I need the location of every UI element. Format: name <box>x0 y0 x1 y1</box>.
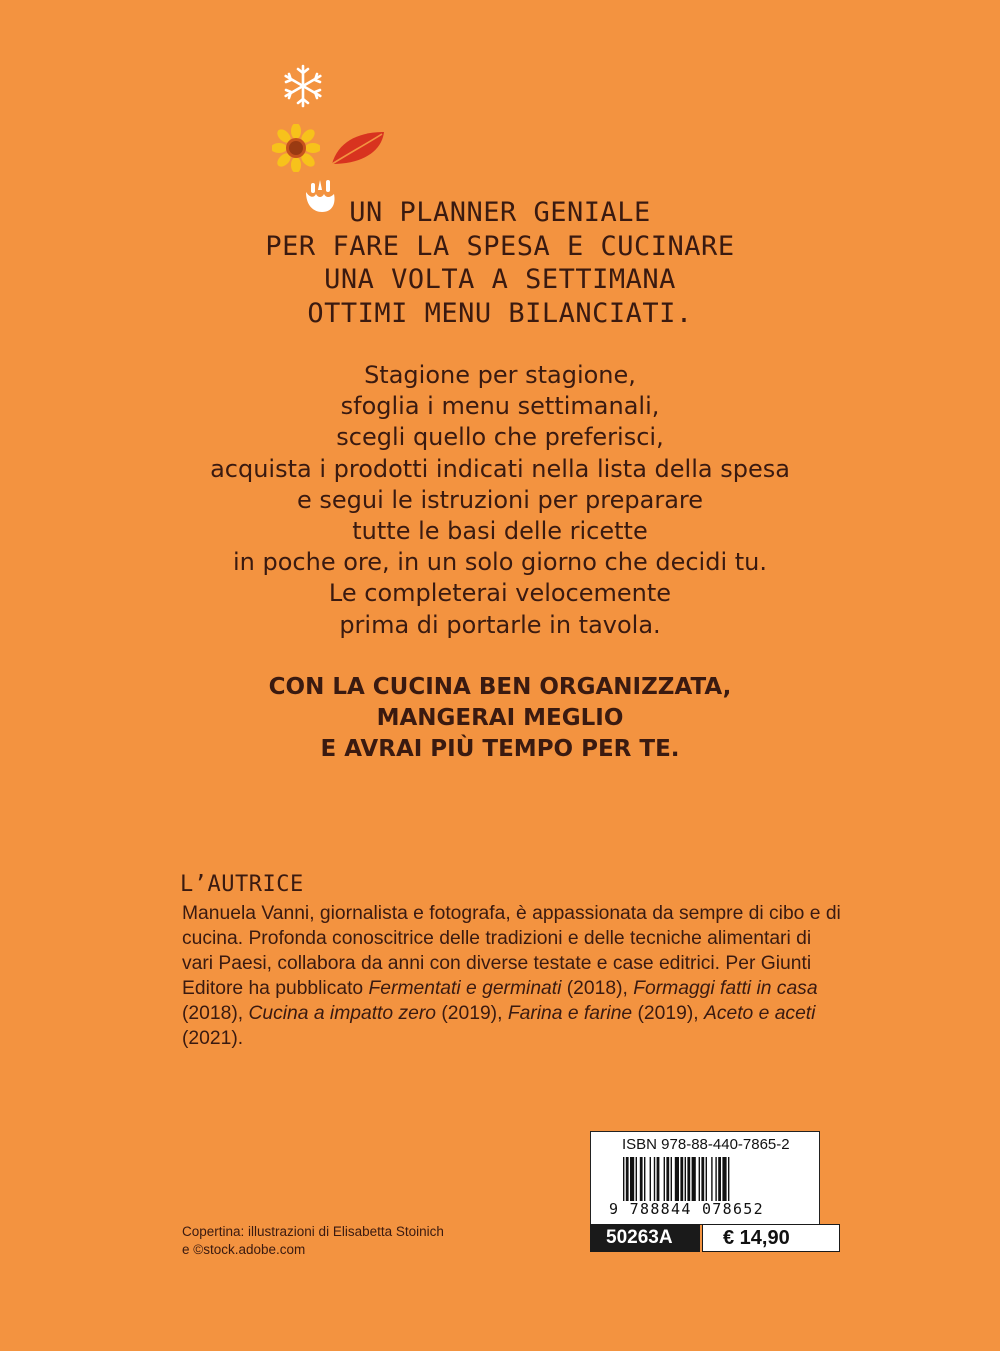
headline-line: PER FARE LA SPESA E CUCINARE <box>265 230 735 262</box>
bio-text: (2018), <box>182 1003 249 1024</box>
isbn-label: ISBN 978-88-440-7865-2 <box>622 1136 790 1153</box>
barcode-bar <box>728 1157 729 1201</box>
barcode-bar <box>666 1157 669 1201</box>
barcode-bar <box>671 1157 672 1201</box>
cover-credits <box>182 1223 444 1259</box>
closing-line: MANGERAI MEGLIO <box>376 705 624 731</box>
barcode-bar <box>644 1157 645 1201</box>
headline-line: UNA VOLTA A SETTIMANA <box>324 264 676 295</box>
author-bio <box>182 901 842 1051</box>
headline <box>0 196 1000 330</box>
description-line: in poche ore, in un solo giorno che decidi tu. <box>233 548 767 577</box>
barcode-bar <box>664 1157 665 1201</box>
book-title: Cucina a impatto zero <box>248 1003 437 1024</box>
bio-text: Manuela Vanni, giornalista e fotografa, è appassionata da sempre di cibo e di cucina. Profonda conoscitrice delle tradizioni e delle tecniche alimentari di vari Paesi, collabora da anni con diverse testate e case editrici. Per Giunti Editore ha pubblicato <box>182 903 841 999</box>
description-line: e segui le istruzioni per preparare <box>296 485 704 514</box>
bio-text: (2019), <box>632 1003 704 1024</box>
barcode-bar <box>711 1157 712 1201</box>
barcode-bars <box>623 1157 801 1205</box>
description-line: acquista i prodotti indicati nella lista della spesa <box>210 454 790 483</box>
book-title: Fermentati e germinati <box>368 978 562 999</box>
bio-text: (2018), <box>561 978 634 999</box>
closing-line: CON LA CUCINA BEN ORGANIZZATA, <box>268 674 732 700</box>
barcode-bar <box>706 1157 707 1201</box>
snowflake-icon <box>280 63 326 109</box>
barcode-bar <box>701 1157 704 1201</box>
book-title: Formaggi fatti in casa <box>633 978 818 999</box>
author-heading: L’AUTRICE <box>180 872 304 897</box>
credit-line: e ©stock.adobe.com <box>182 1242 306 1257</box>
barcode <box>590 1131 820 1225</box>
barcode-bar <box>630 1157 634 1201</box>
barcode-bar <box>636 1157 637 1201</box>
headline-line: OTTIMI MENU BILANCIATI. <box>307 297 693 329</box>
barcode-bar <box>685 1157 686 1201</box>
description-line: prima di portarle in tavola. <box>339 610 661 639</box>
barcode-bar <box>657 1157 660 1201</box>
barcode-bar <box>623 1157 624 1201</box>
product-code: 50263A <box>590 1224 700 1252</box>
barcode-bar <box>650 1157 651 1201</box>
barcode-bar <box>692 1157 696 1201</box>
headline-line: UN PLANNER GENIALE <box>349 197 651 228</box>
description-line: scegli quello che preferisci, <box>336 423 664 452</box>
credit-line: Copertina: illustrazioni di Elisabetta Stoinich <box>182 1224 444 1239</box>
barcode-bar <box>654 1157 655 1201</box>
closing-line: E AVRAI PIÙ TEMPO PER TE. <box>320 736 680 762</box>
price: € 14,90 <box>702 1224 840 1252</box>
description-line: tutte le basi delle ricette <box>352 517 648 546</box>
description-line: Le completerai velocemente <box>328 579 672 608</box>
description-line: Stagione per stagione, <box>364 361 636 389</box>
barcode-bar <box>675 1157 679 1201</box>
description <box>0 360 1000 641</box>
barcode-bar <box>722 1157 726 1201</box>
barcode-bar <box>687 1157 690 1201</box>
barcode-bar <box>715 1157 716 1201</box>
price-row <box>590 1224 820 1252</box>
bio-text: (2019), <box>436 1003 508 1024</box>
book-title: Farina e farine <box>507 1003 633 1024</box>
leaf-icon <box>328 128 388 168</box>
closing-statement <box>0 672 1000 765</box>
sunflower-icon <box>272 124 320 172</box>
description-line: sfoglia i menu settimanali, <box>340 392 660 421</box>
barcode-digits: 9 788844 078652 <box>609 1200 764 1218</box>
barcode-bar <box>699 1157 700 1201</box>
book-title: Aceto e aceti <box>703 1003 816 1024</box>
bio-text: (2021). <box>182 1028 244 1049</box>
barcode-bar <box>680 1157 683 1201</box>
barcode-bar <box>626 1157 629 1201</box>
barcode-bar <box>718 1157 721 1201</box>
barcode-bar <box>640 1157 643 1201</box>
